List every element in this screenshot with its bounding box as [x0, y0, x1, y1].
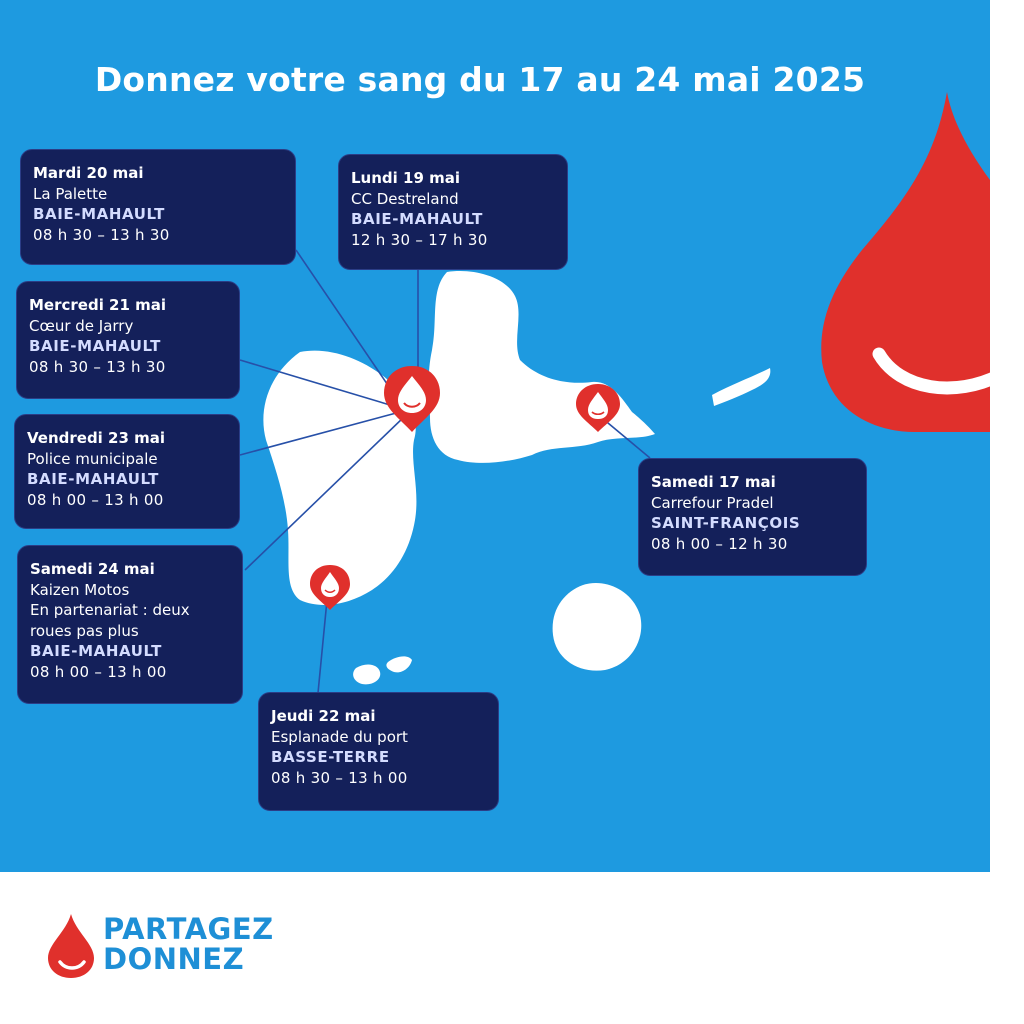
event-place: Carrefour Pradel [651, 493, 774, 512]
event-city: BAIE-MAHAULT [33, 205, 166, 223]
island-la-desirade [712, 368, 770, 406]
event-card-samedi-17 [638, 458, 867, 576]
event-note-line-2: roues pas plus [30, 621, 139, 640]
page-title: Donnez votre sang du 17 au 24 mai 2025 [94, 60, 866, 99]
event-hours: 08 h 00 – 13 h 00 [27, 490, 164, 509]
event-city: SAINT-FRANÇOIS [651, 514, 801, 532]
event-city: BASSE-TERRE [271, 748, 390, 766]
event-card-mercredi-21 [16, 281, 240, 399]
event-day: Mercredi 21 mai [29, 296, 167, 314]
event-hours: 12 h 30 – 17 h 30 [351, 230, 488, 249]
event-day: Vendredi 23 mai [27, 429, 166, 447]
island-les-saintes [353, 656, 412, 684]
event-hours: 08 h 30 – 13 h 00 [271, 768, 408, 787]
event-day: Lundi 19 mai [351, 169, 461, 187]
logo-wordmark [103, 914, 274, 974]
event-city: BAIE-MAHAULT [351, 210, 484, 228]
event-card-vendredi-23 [14, 414, 240, 529]
event-city: BAIE-MAHAULT [30, 642, 163, 660]
event-hours: 08 h 00 – 12 h 30 [651, 534, 788, 553]
event-hours: 08 h 30 – 13 h 30 [33, 225, 170, 244]
event-place: CC Destreland [351, 189, 459, 208]
event-hours: 08 h 30 – 13 h 30 [29, 357, 166, 376]
event-city: BAIE-MAHAULT [29, 337, 162, 355]
event-note-line-1: En partenariat : deux [30, 601, 190, 619]
event-place: Cœur de Jarry [29, 316, 134, 335]
event-card-lundi-19 [338, 154, 568, 270]
event-place: Esplanade du port [271, 727, 408, 746]
logo-line-1: PARTAGEZ [103, 912, 274, 946]
event-place: Police municipale [27, 449, 158, 468]
event-day: Samedi 24 mai [30, 560, 155, 578]
island-marie-galante [553, 583, 642, 671]
event-place: La Palette [33, 184, 108, 203]
logo-line-2: DONNEZ [103, 942, 245, 976]
event-day: Mardi 20 mai [33, 164, 144, 182]
event-day: Samedi 17 mai [651, 473, 776, 491]
event-city: BAIE-MAHAULT [27, 470, 160, 488]
event-card-mardi-20 [20, 149, 296, 265]
event-hours: 08 h 00 – 13 h 00 [30, 662, 167, 681]
event-day: Jeudi 22 mai [271, 707, 376, 725]
event-card-jeudi-22 [258, 692, 499, 811]
event-place: Kaizen Motos [30, 580, 130, 599]
event-card-samedi-24 [17, 545, 243, 704]
